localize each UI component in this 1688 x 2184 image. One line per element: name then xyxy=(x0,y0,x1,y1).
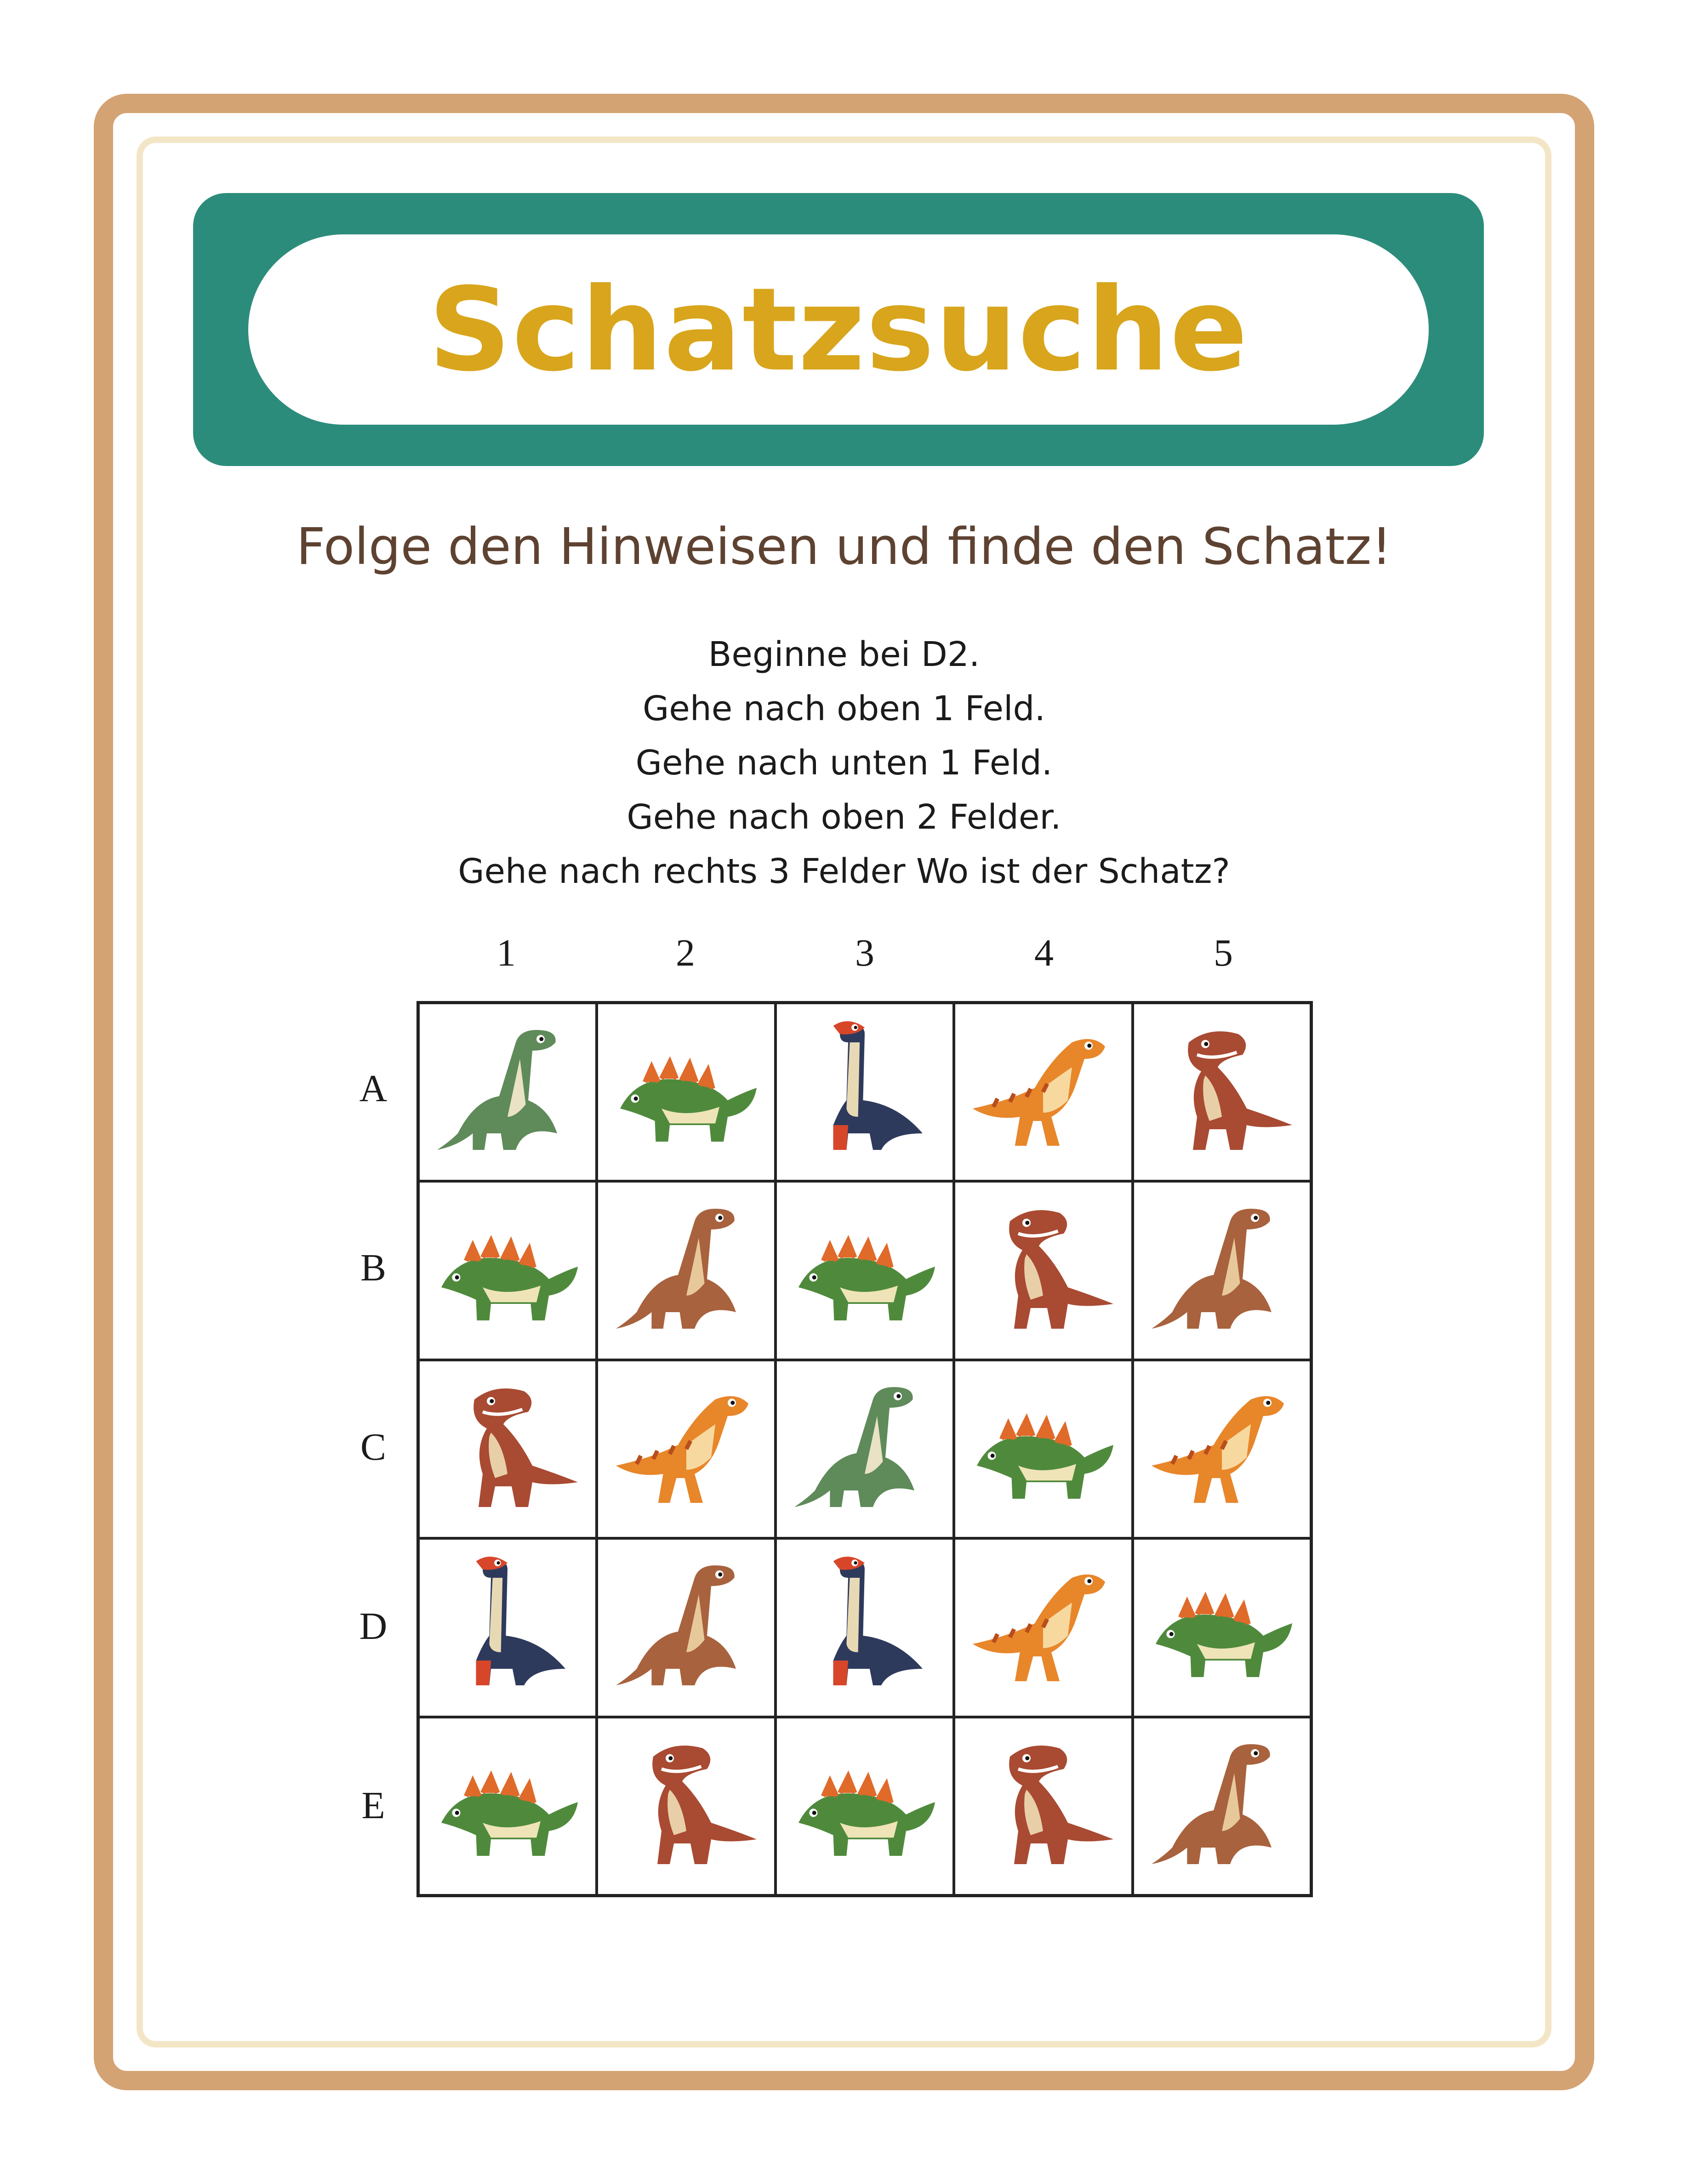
orange-raptor-icon xyxy=(960,1545,1126,1710)
orange-raptor-icon xyxy=(604,1366,769,1532)
green-stegosaur-icon xyxy=(425,1723,590,1889)
clue-list xyxy=(0,627,1688,899)
grid-cell-D4 xyxy=(954,1538,1132,1717)
red-trex-icon xyxy=(604,1723,769,1889)
green-stegosaur-icon xyxy=(1139,1545,1305,1710)
subtitle: Folge den Hinweisen und finde den Schatz! xyxy=(296,517,1392,576)
row-label: E xyxy=(361,1784,385,1827)
brown-longneck-dino-icon xyxy=(1139,1723,1305,1889)
grid-cell-E1 xyxy=(418,1717,597,1895)
grid-cell-E2 xyxy=(597,1717,775,1895)
row-label: B xyxy=(360,1246,387,1289)
clue-line: Beginne bei D2. xyxy=(708,635,980,674)
red-trex-icon xyxy=(960,1723,1126,1889)
grid-cell-D3 xyxy=(776,1538,954,1717)
grid-cell-D5 xyxy=(1133,1538,1311,1717)
clue-line: Gehe nach oben 2 Felder. xyxy=(627,797,1061,837)
grid-cell-A1 xyxy=(418,1003,597,1181)
column-label: 4 xyxy=(1034,932,1054,974)
orange-raptor-icon xyxy=(1139,1366,1305,1532)
grid-cell-A5 xyxy=(1133,1003,1311,1181)
row-label: D xyxy=(359,1605,388,1648)
red-brachiosaur-icon xyxy=(782,1009,947,1175)
row-label: C xyxy=(360,1426,387,1468)
orange-raptor-icon xyxy=(960,1009,1126,1175)
grid-cell-A4 xyxy=(954,1003,1132,1181)
title-pill xyxy=(248,234,1429,425)
grid-cell-E4 xyxy=(954,1717,1132,1895)
clue-line: Gehe nach rechts 3 Felder Wo ist der Schatz? xyxy=(458,852,1230,891)
red-trex-icon xyxy=(1139,1009,1305,1175)
red-brachiosaur-icon xyxy=(425,1545,590,1710)
grid-cell-C3 xyxy=(776,1360,954,1538)
grid-cell-C1 xyxy=(418,1360,597,1538)
grid-cell-E3 xyxy=(776,1717,954,1895)
grid-cell-A2 xyxy=(597,1003,775,1181)
green-stegosaur-icon xyxy=(425,1188,590,1354)
red-brachiosaur-icon xyxy=(782,1545,947,1710)
green-longneck-dino-icon xyxy=(782,1366,947,1532)
grid-cell-C2 xyxy=(597,1360,775,1538)
column-label: 1 xyxy=(496,932,516,974)
clue-line: Gehe nach unten 1 Feld. xyxy=(635,743,1053,783)
grid-cell-D1 xyxy=(418,1538,597,1717)
grid-cell-B3 xyxy=(776,1181,954,1359)
brown-longneck-dino-icon xyxy=(1139,1188,1305,1354)
brown-longneck-dino-icon xyxy=(604,1545,769,1710)
grid-cell-C5 xyxy=(1133,1360,1311,1538)
green-stegosaur-icon xyxy=(782,1188,947,1354)
green-stegosaur-icon xyxy=(960,1366,1126,1532)
green-longneck-dino-icon xyxy=(425,1009,590,1175)
clue-line: Gehe nach oben 1 Feld. xyxy=(642,689,1046,728)
grid-cell-C4 xyxy=(954,1360,1132,1538)
grid-cell-B4 xyxy=(954,1181,1132,1359)
grid-cell-B2 xyxy=(597,1181,775,1359)
grid-cell-B1 xyxy=(418,1181,597,1359)
column-label: 3 xyxy=(855,932,874,974)
header-band xyxy=(193,193,1484,466)
page-title: Schatzsuche xyxy=(428,262,1249,397)
treasure-grid xyxy=(416,1001,1313,1897)
grid-cell-B5 xyxy=(1133,1181,1311,1359)
grid-cell-E5 xyxy=(1133,1717,1311,1895)
grid-cell-D2 xyxy=(597,1538,775,1717)
green-stegosaur-icon xyxy=(782,1723,947,1889)
red-trex-icon xyxy=(425,1366,590,1532)
row-label: A xyxy=(359,1067,388,1110)
grid-cell-A3 xyxy=(776,1003,954,1181)
brown-longneck-dino-icon xyxy=(604,1188,769,1354)
red-trex-icon xyxy=(960,1188,1126,1354)
green-stegosaur-icon xyxy=(604,1009,769,1175)
column-label: 5 xyxy=(1214,932,1233,974)
column-label: 2 xyxy=(676,932,695,974)
